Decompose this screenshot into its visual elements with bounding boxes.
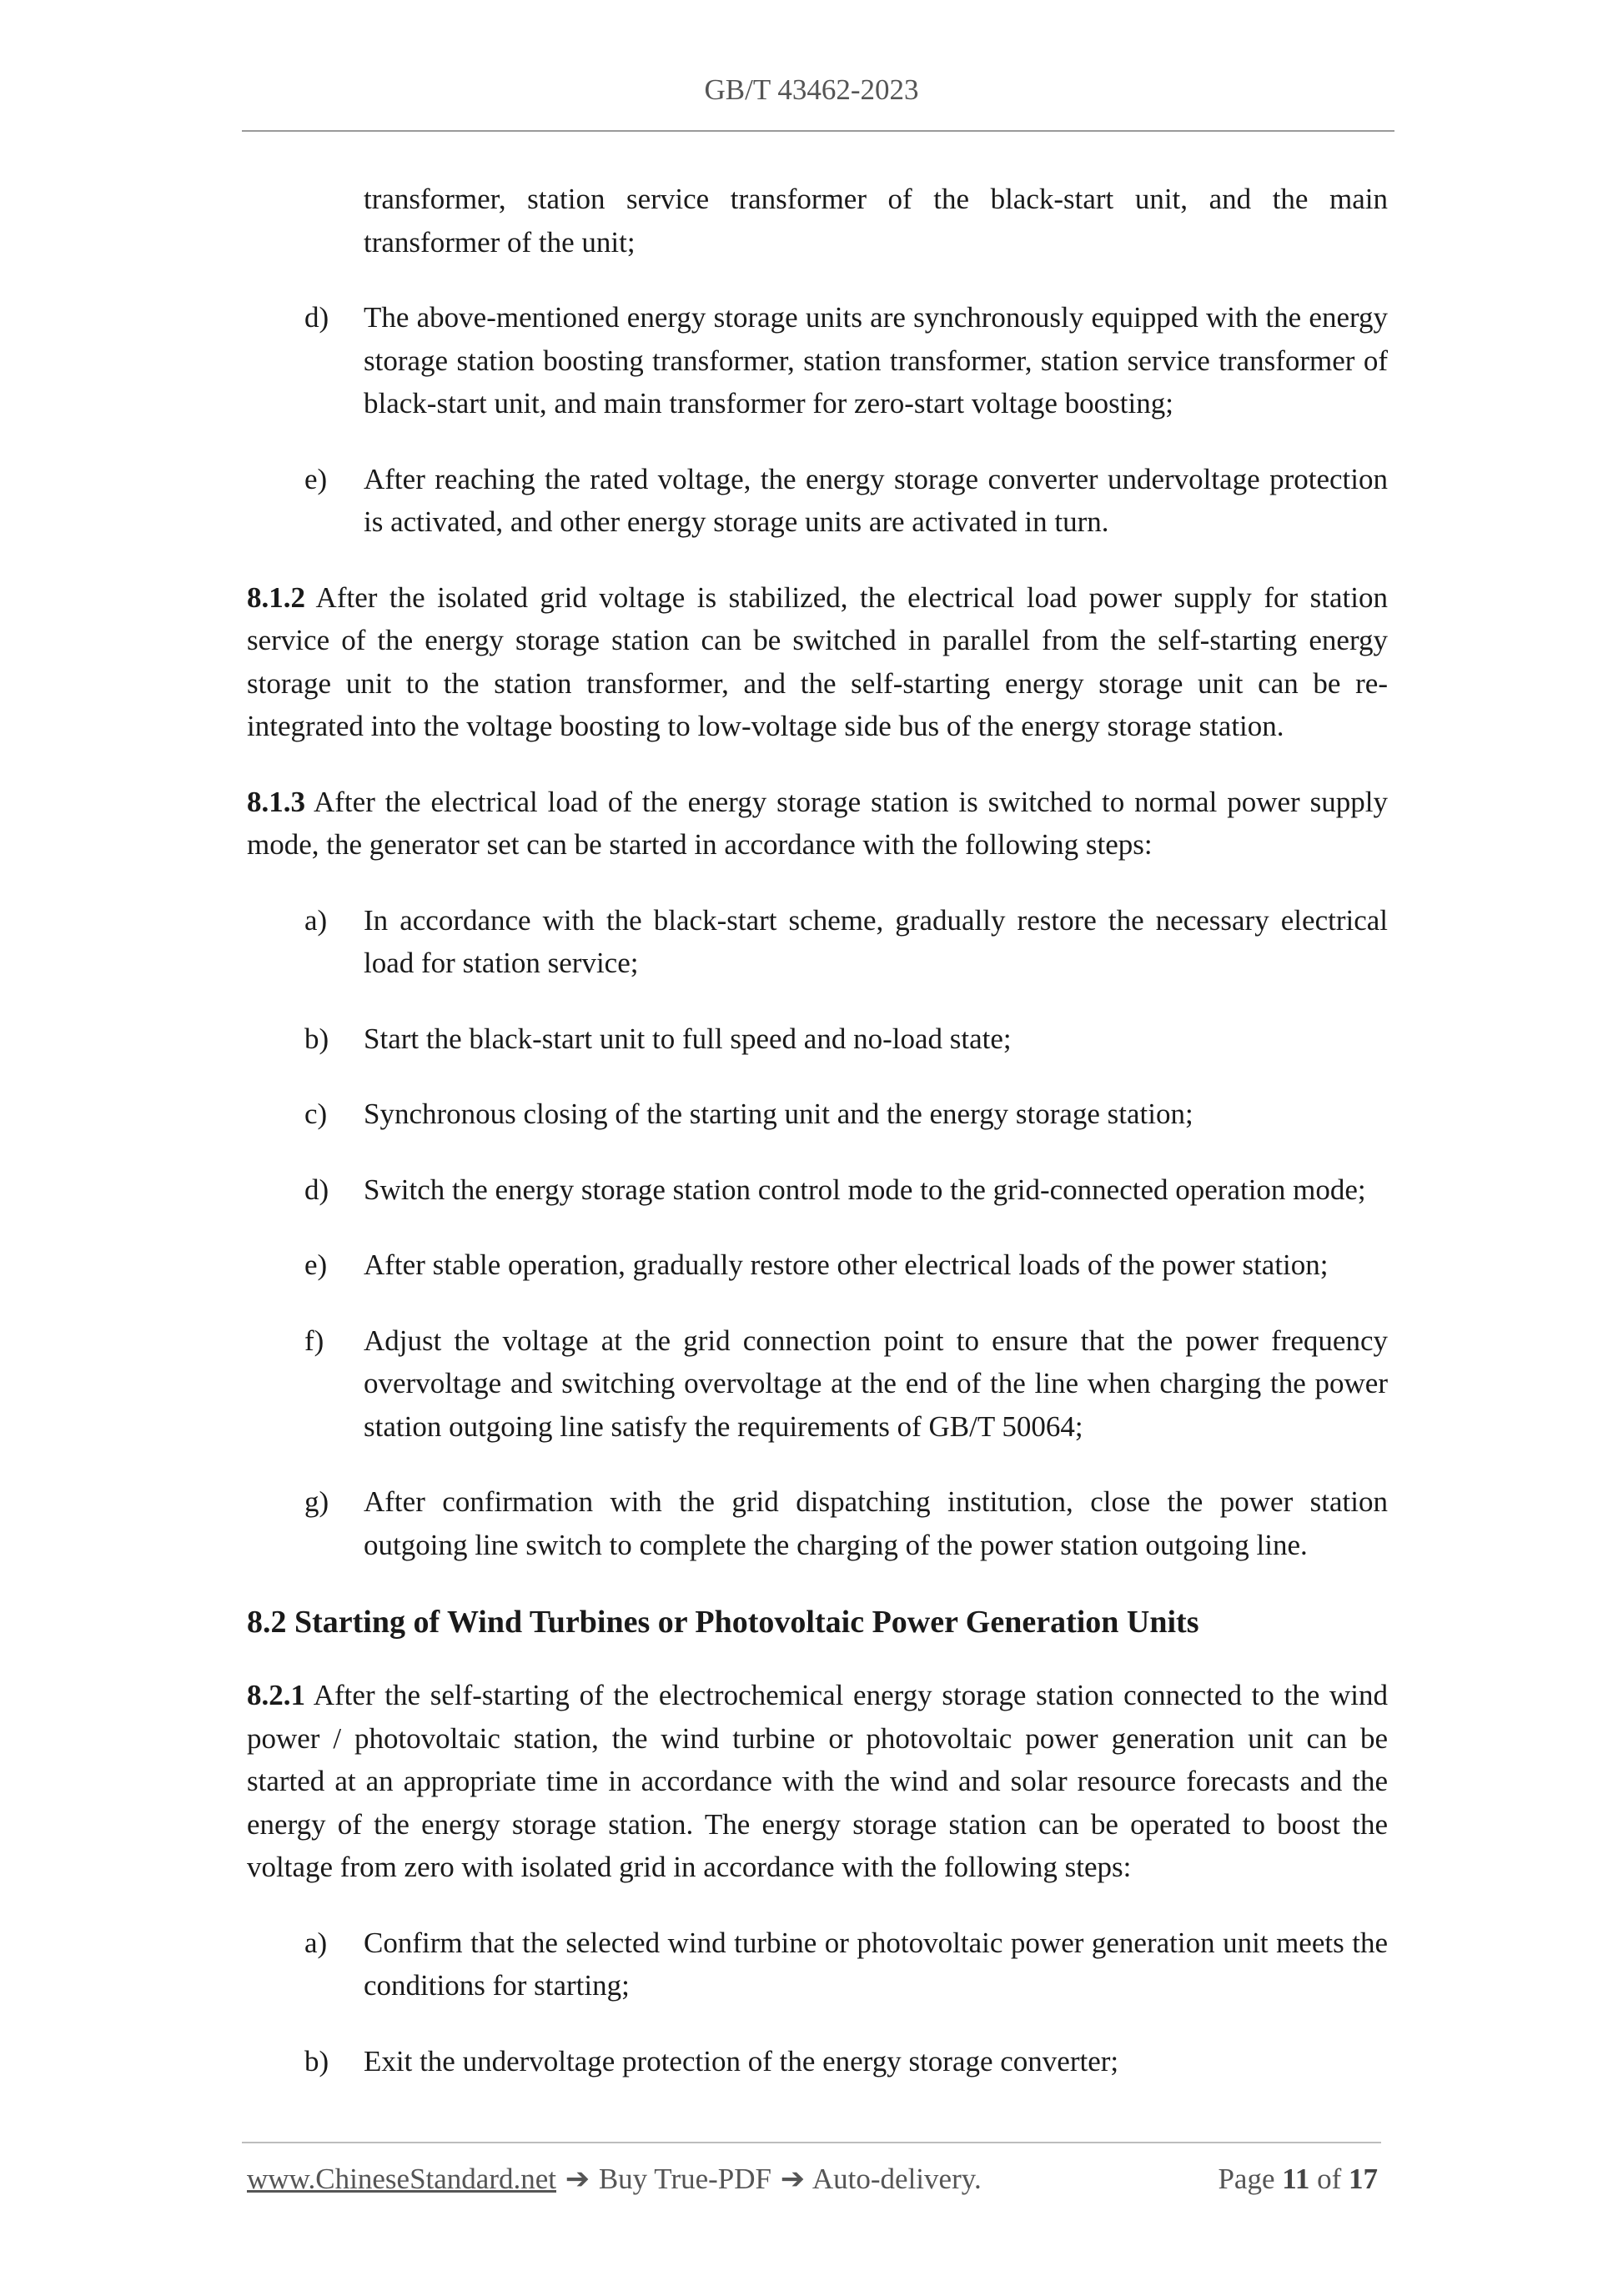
- list-item-continuation: [247, 178, 1388, 264]
- list-item-text: Exit the undervoltage protection of the energy storage converter;: [364, 2044, 1119, 2077]
- page-word: Page: [1218, 2163, 1275, 2195]
- footer-promo: [247, 2163, 982, 2196]
- arrow-right-icon: ➔: [780, 2163, 806, 2195]
- list-item: [247, 1922, 1388, 2007]
- buy-text: Buy True-PDF: [591, 2163, 779, 2195]
- clause-8-2-1: [247, 1674, 1388, 1889]
- list-item-text: After confirmation with the grid dispatching institution, close the power station outgoing line switch to complete the charging of the power station outgoing line.: [364, 1485, 1388, 1561]
- list-item: [247, 1168, 1388, 1212]
- clause-number: 8.1.2: [247, 580, 305, 614]
- list-item: [247, 458, 1388, 544]
- website-link[interactable]: www.ChineseStandard.net: [247, 2163, 556, 2195]
- list-item-text: Start the black-start unit to full speed and no-load state;: [364, 1022, 1012, 1055]
- total-pages: 17: [1349, 2163, 1378, 2195]
- list-item: [247, 296, 1388, 425]
- delivery-text: Auto-delivery.: [806, 2163, 982, 2195]
- clause-text: After the self-starting of the electrochemical energy storage station connected to the wind power / photovoltaic station, the wind turbine or photovoltaic power generation unit can be started at an appropriate time in accordance with the wind and solar resource forecasts and the energy of the energy storage station. The energy storage station can be operated to boost the voltage from zero with isolated grid in accordance with the following steps:: [247, 1679, 1388, 1883]
- list-item: [247, 1480, 1388, 1566]
- list-item-text: The above-mentioned energy storage units are synchronously equipped with the energy storage station boosting transformer, station transformer, station service transformer of black-start unit, and main transformer for zero-start voltage boosting;: [364, 301, 1388, 420]
- list-item-text: After reaching the rated voltage, the energy storage converter undervoltage protection is activated, and other energy storage units are activated in turn.: [364, 462, 1388, 538]
- list-item: [247, 899, 1388, 985]
- list-item-label: g): [304, 1485, 329, 1518]
- page-number: [1218, 2163, 1378, 2196]
- list-item-label: d): [304, 301, 329, 334]
- clause-8-1-3: [247, 781, 1388, 867]
- clause-text: After the isolated grid voltage is stabilized, the electrical load power supply for station service of the energy storage station can be switched in parallel from the self-starting energy storage unit to the station transformer, and the self-starting energy storage unit can be re-integrated into the voltage boosting to low-voltage side bus of the energy storage station.: [247, 580, 1388, 742]
- page-header: GB/T 43462-2023: [704, 73, 919, 106]
- list-item-label: d): [304, 1173, 329, 1206]
- list-item-text: Adjust the voltage at the grid connection point to ensure that the power frequency overvoltage and switching overvoltage at the end of the line when charging the power station outgoing line satisfy the requirements of GB/T 50064;: [364, 1324, 1388, 1443]
- section-heading-8-2: 8.2 Starting of Wind Turbines or Photovoltaic Power Generation Units: [247, 1605, 1199, 1640]
- list-item-label: e): [304, 462, 328, 495]
- document-body: [247, 178, 1388, 2115]
- list-item-text: After stable operation, gradually restore other electrical loads of the power station;: [364, 1248, 1329, 1281]
- clause-number: 8.2.1: [247, 1679, 305, 1711]
- clause-text: After the electrical load of the energy storage station is switched to normal power supply mode, the generator set can be started in accordance with the following steps:: [247, 785, 1388, 861]
- list-item: [247, 2040, 1388, 2083]
- list-item: [247, 1319, 1388, 1449]
- header-divider: [242, 130, 1394, 132]
- list-item-label: a): [304, 1926, 328, 1959]
- list-item-label: a): [304, 903, 328, 937]
- list-item-text: Switch the energy storage station control mode to the grid-connected operation mode;: [364, 1173, 1366, 1206]
- list-item-text: transformer, station service transformer of the black-start unit, and the main transformer of the unit;: [364, 183, 1388, 259]
- list-item-label: b): [304, 2044, 329, 2077]
- list-item: [247, 1093, 1388, 1136]
- clause-8-1-2: [247, 576, 1388, 748]
- list-item-text: Confirm that the selected wind turbine or photovoltaic power generation unit meets the conditions for starting;: [364, 1926, 1388, 2002]
- list-item-label: e): [304, 1248, 328, 1281]
- list-item-label: c): [304, 1098, 328, 1130]
- list-item: [247, 1243, 1388, 1287]
- footer-divider: [242, 2142, 1381, 2143]
- list-item-text: In accordance with the black-start scheme, gradually restore the necessary electrical load for station service;: [364, 903, 1388, 979]
- of-word: of: [1317, 2163, 1342, 2195]
- list-item-text: Synchronous closing of the starting unit and the energy storage station;: [364, 1098, 1193, 1130]
- list-item: [247, 1017, 1388, 1061]
- current-page: 11: [1282, 2163, 1310, 2195]
- clause-number: 8.1.3: [247, 785, 305, 818]
- arrow-right-icon: ➔: [565, 2163, 590, 2195]
- list-item-label: b): [304, 1022, 329, 1055]
- list-item-label: f): [304, 1324, 324, 1357]
